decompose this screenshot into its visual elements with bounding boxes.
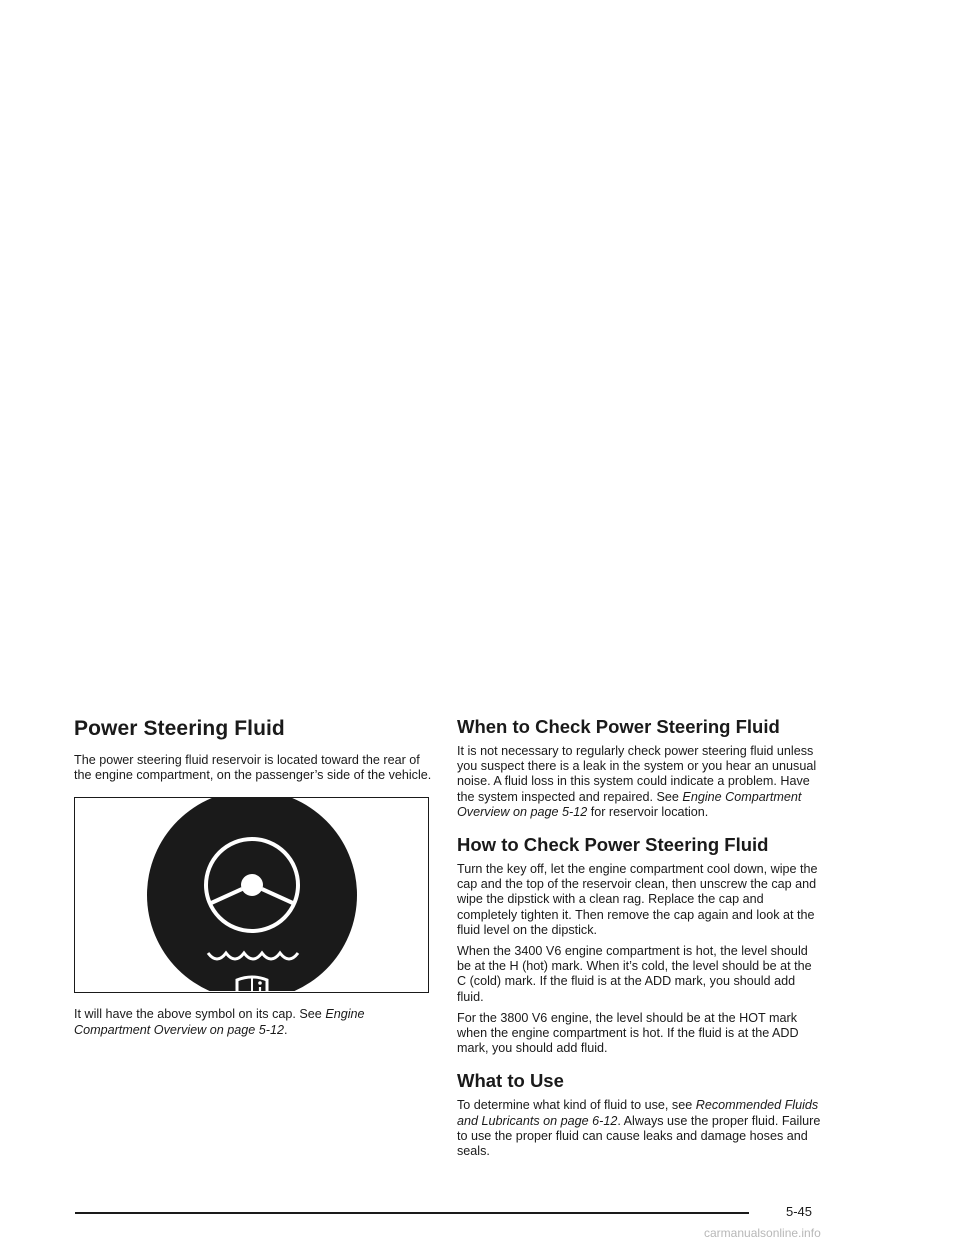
what-paragraph: To determine what kind of fluid to use, see Recommended Fluids and Lubricants on page 6-12. Always use the proper fluid. Failure to use the proper fluid can cause leaks and damage hoses and seals. (457, 1098, 821, 1159)
recommended-fluids-reference: Recommended Fluids and Lubricants on page 6-12 (457, 1098, 819, 1128)
watermark: carmanualsonline.info (704, 1226, 821, 1240)
section-title-power-steering-fluid: Power Steering Fluid (74, 717, 285, 740)
section-title-what-to-use: What to Use (457, 1070, 564, 1092)
left-column (74, 716, 432, 1044)
right-column (457, 716, 823, 1165)
engine-compartment-reference: Engine Compartment Overview on page 5-12 (74, 1007, 365, 1037)
symbol-note-paragraph: It will have the above symbol on its cap. See Engine Compartment Overview on page 5-12. (74, 1007, 365, 1037)
footer-rule (75, 1212, 749, 1214)
when-paragraph: It is not necessary to regularly check power steering fluid unless you suspect there is a leak in the system or you hear an unusual noise. A fluid loss in this system could indicate a problem. Have the system inspected and repaired. See Engine Compartment Overview on page 5-12 for reservoir location. (457, 744, 817, 819)
how-paragraph-3: For the 3800 V6 engine, the level should be at the HOT mark when the engine compartment is hot. If the fluid is at the ADD mark, you should add fluid. (457, 1010, 799, 1056)
intro-paragraph: The power steering fluid reservoir is located toward the rear of the engine compartment, on the passenger’s side of the vehicle. (74, 753, 432, 783)
how-paragraph-2: When the 3400 V6 engine compartment is hot, the level should be at the H (hot) mark. When it’s cold, the level should be at the C (cold) mark. If the fluid is at the ADD mark, you should add fluid. (457, 944, 812, 1004)
section-title-when-to-check: When to Check Power Steering Fluid (457, 716, 780, 737)
how-paragraph-1: Turn the key off, let the engine compartment cool down, wipe the cap and the top of the reservoir clean, then unscrew the cap and wipe the dipstick with a clean rag. Replace the cap and completely tighten it. Then remove the cap again and look at the fluid level on the dipstick. (457, 862, 818, 937)
reservoir-cap-figure (74, 797, 429, 993)
engine-compartment-reference: Engine Compartment Overview on page 5-12 (457, 789, 802, 819)
page-number: 5-45 (786, 1204, 813, 1219)
section-title-how-to-check: How to Check Power Steering Fluid (457, 834, 769, 856)
power-steering-fluid-symbol-icon (75, 798, 427, 991)
